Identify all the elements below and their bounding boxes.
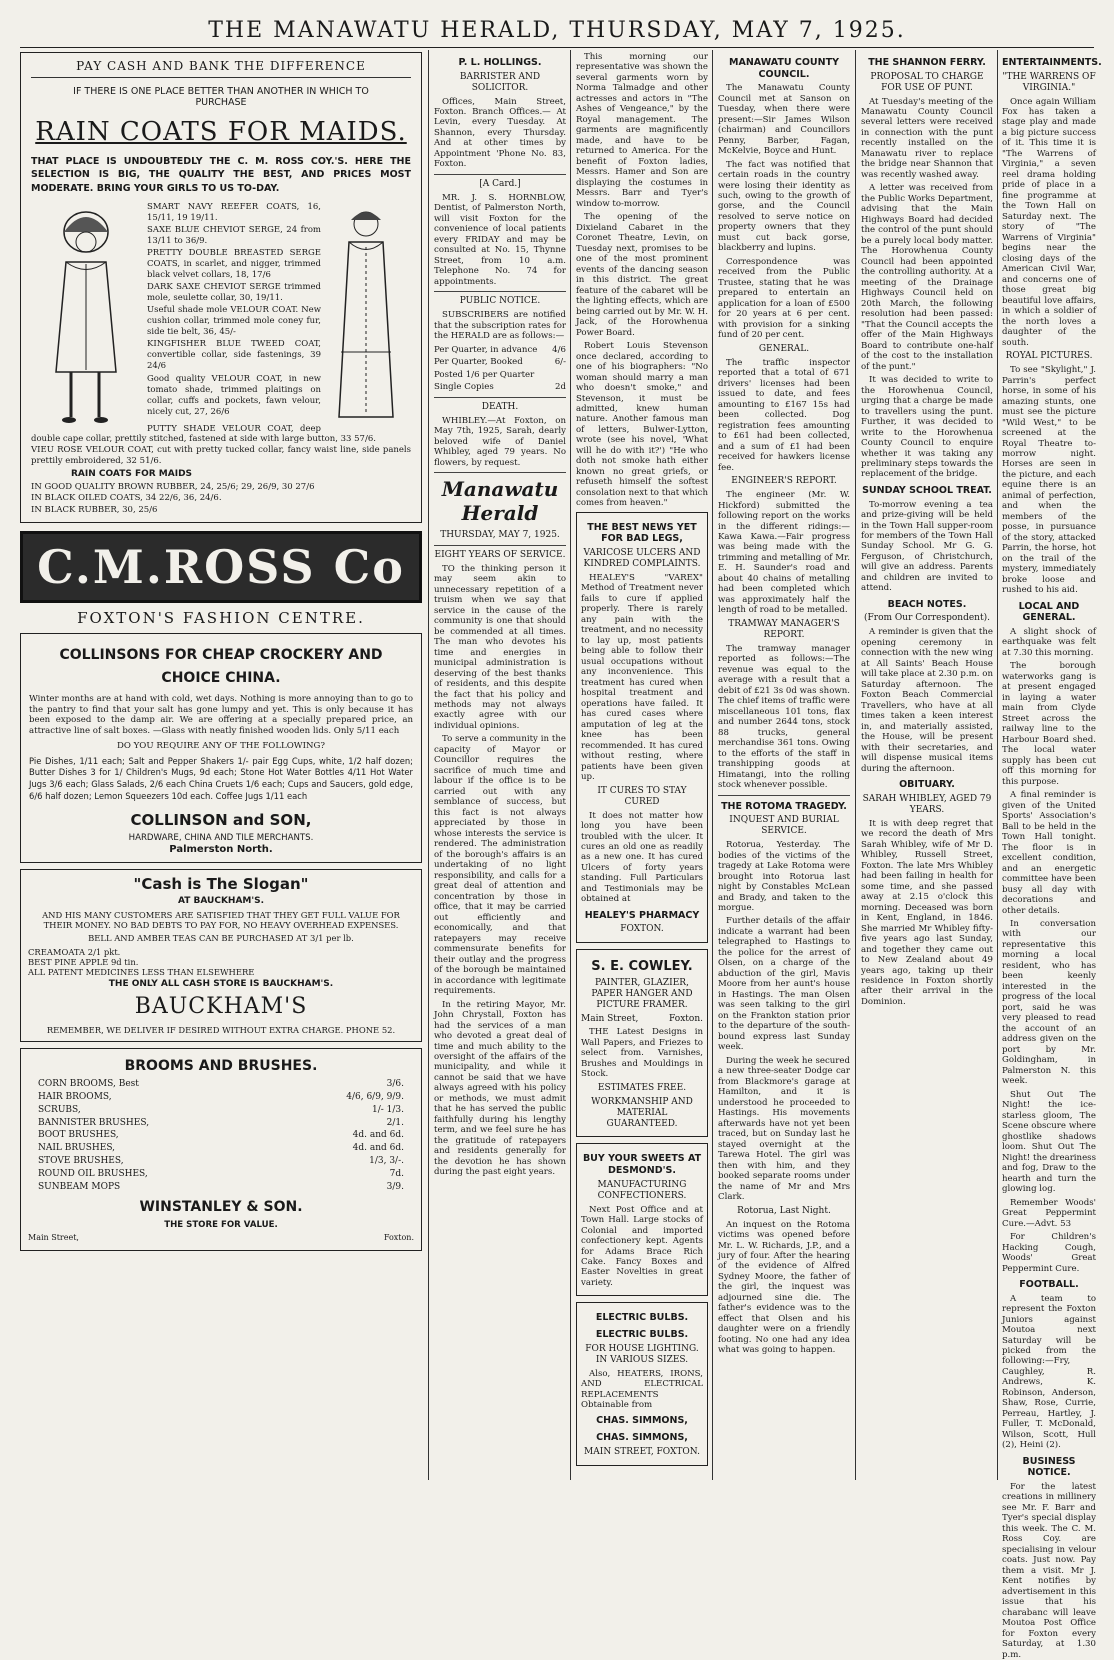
cowley-guarantee: WORKMANSHIP AND MATERIAL GUARANTEED.	[591, 1096, 693, 1129]
hollings-title: BARRISTER AND SOLICITOR.	[459, 71, 541, 93]
herald-date: THURSDAY, MAY 7, 1925.	[440, 529, 560, 540]
obituary-head: OBITUARY.	[899, 779, 955, 791]
local-paragraph: A final reminder is given of the United Sports' Association's Ball to be held in the Town Hall tonight. The floor is in excellent condition, and an energetic committee have been busy all day with decorations and other details.	[1002, 790, 1096, 916]
column-rule	[712, 50, 713, 1480]
cowley-ad	[576, 949, 708, 1137]
general-paragraph: The traffic inspector reported that a total of 671 drivers' licenses had been issued to date, and fees amounting to £167 15s had been collected. Dog registration fees amounting to £61 had been collected, and a sum of £1 had been received for hawkers license fee.	[718, 357, 850, 473]
column-1	[20, 52, 422, 1480]
tramway-head: TRAMWAY MANAGER'S REPORT.	[728, 618, 840, 640]
winstanley-tag: THE STORE FOR VALUE.	[164, 1220, 278, 1231]
ross-item: DARK SAXE CHEVIOT SERGE trimmed mole, seulette collar, 30, 19/11.	[147, 282, 321, 304]
broom-row	[38, 1118, 404, 1129]
broom-price: 3/6.	[386, 1078, 404, 1089]
column-rule	[428, 50, 429, 1480]
broom-row	[38, 1169, 404, 1180]
brooms-ad	[20, 1048, 422, 1251]
collinson-list: Pie Dishes, 1/11 each; Salt and Pepper Shakers 1/- pair Egg Cups, white, 1/2 half dozen; Butter Dishes 3 for 1/ Children's Mugs, 9d each; Stone Hot Water Bottles 4/11 Hot Water Jugs 3/6 each; Glass Salads, 2/6 each China Cruets 1/6 each; Cups and Saucers, gold edge, 6/6 half dozen; Lemon Squeezers 10d each. Coffee Jugs 1/11 each	[29, 755, 413, 801]
inquest-paragraph: An inquest on the Rotoma victims was opened before Mr. L. W. Richards, J.P., and a jury of four. After the hearing of the evidence of Alfred Sydney Moore, the father of the girl, the inquest was adjourned sine die. The father's evidence was to the effect that Olsen and his daughter were on a friendly footing. No one had any idea what was going to happen.	[718, 1219, 850, 1356]
entertainments-head: ENTERTAINMENTS.	[1002, 57, 1102, 68]
broom-item: NAIL BRUSHES,	[38, 1143, 116, 1154]
colds-advt: For Children's Hacking Cough, Woods' Great Peppermint Cure.	[1002, 1232, 1096, 1274]
bauckham-cash: THE ONLY ALL CASH STORE IS BAUCKHAM'S.	[108, 979, 334, 990]
peppermint-advt: Remember Woods' Great Peppermint Cure.—Advt. 53	[1002, 1197, 1096, 1229]
rotoma-sub: INQUEST AND BURIAL SERVICE.	[729, 815, 839, 837]
cowley-trade: PAINTER, GLAZIER, PAPER HANGER AND PICTURE FRAMER.	[591, 978, 693, 1011]
ross-maids-head: RAIN COATS FOR MAIDS	[71, 469, 193, 480]
column-2	[434, 52, 566, 1480]
broom-row	[38, 1156, 404, 1167]
beach-paragraph: A reminder is given that the opening ceremony in connection with the new wing at All Saints' Beach House will take place at 2.30 p.m. on Saturday afternoon. The Foxton Beach Commercial Travellers, who have at all times taken a keen interest in, and materially assisted, the House, will be present with their secretaries, and will dispense musical items during the afternoon.	[861, 627, 993, 774]
column-rule	[997, 50, 998, 1480]
bauckham-name: BAUCKHAM'S	[134, 994, 308, 1020]
broom-item: STOVE BRUSHES,	[38, 1156, 124, 1167]
rotorua-dateline: Rotorua, Last Night.	[737, 1205, 831, 1216]
ross-item: PUTTY SHADE VELOUR COAT, deep double cape collar, prettily stitched, fastened at side with large button, 33 57/6.	[31, 423, 376, 445]
royal-paragraph: To see "Skylight," J. Parrin's perfect horse, in some of his amazing stunts, one must see the picture "Wild West," to be screened at the Royal Theatre to-morrow night. Horses are seen in the picture, and each equine there is an animal of perfection, and when the members of the posse, in pursuance of the story, attacked Parrin, the horse, hot on the trail of the mystery, immediately broke loose and rushed to his aid.	[1002, 365, 1096, 596]
pharmacy-name: HEALEY'S PHARMACY	[584, 909, 700, 921]
local-paragraph: The borough waterworks gang is at present engaged in laying a water main from Clyde Street across the railway line to the Harbour Board shed. The local water supply has been cut off this morning for this purpose.	[1002, 661, 1096, 787]
winstanley-firm: WINSTANLEY & SON.	[139, 1199, 303, 1216]
simmons-name: CHAS. SIMMONS,	[596, 1415, 688, 1427]
council-paragraph: The fact was notified that certain roads in the country were losing their identity as such, owing to the growth of gorse, and the Council resolved to serve notice on property owners that they must cut back gorse, blackberry and lupins.	[718, 159, 850, 254]
local-paragraph: In conversation with our representative this morning a local resident, who has been keenly interested in the progress of the local port, said he was very pleased to read the account of an address given on the port by Mr. Goldingham, in Palmerston N. this week.	[1002, 919, 1096, 1087]
bauckham-medicines: ALL PATENT MEDICINES LESS THAN ELSEWHERE	[28, 967, 255, 978]
royal-head: ROYAL PICTURES.	[1005, 351, 1093, 362]
broom-row	[38, 1105, 404, 1116]
rate-label: Per Quarter, in advance	[434, 344, 538, 355]
ross-rubber: IN BLACK RUBBER, 30, 25/6	[31, 504, 158, 515]
ross-item: SMART NAVY REEFER COATS, 16, 15/11, 19 19/11.	[147, 201, 321, 223]
rate-label: Per Quarter, Booked	[434, 357, 523, 368]
broom-row	[38, 1079, 404, 1090]
rotoma-paragraph: Further details of the affair indicate a warrant had been telegraphed to Hastings to the police for the arrest of Olsen, on a charge of the abduction of the girl, Mavis Moore from her aunt's house in Hastings. The man Olsen was seen talking to the girl on the Frankton station prior to the departure of the south-bound express last Sunday week.	[718, 916, 850, 1053]
collinson-firm: COLLINSON and SON,	[130, 810, 312, 829]
rate-row	[434, 370, 566, 380]
bestnews-sub: VARICOSE ULCERS AND KINDRED COMPLAINTS.	[583, 547, 701, 569]
broom-item: HAIR BROOMS,	[38, 1091, 112, 1102]
girl-illustration	[31, 202, 141, 432]
beach-sub: (From Our Correspondent).	[864, 613, 990, 624]
collinson-place: Palmerston North.	[169, 843, 273, 855]
ferry-paragraph: It was decided to write to the Horowhenua Council, urging that a charge be made to travellers using the punt. Further, it was decided to write to the Horowhenua County Council to enquire whether it was taking any preliminary steps towards the replacement of the bridge.	[861, 375, 993, 480]
broom-row	[38, 1143, 404, 1154]
editorial-paragraph: In the retiring Mayor, Mr. John Chrystall, Foxton has had the services of a man who devoted a great deal of time and much ability to the oversight of the affairs of the municipality, and while it cannot be said that we have always agreed with his policy or methods, we must admit that he has served the public faithfully during his lengthy term, and we feel sure he has the gratitude of ratepayers and residents generally for the devotion he has shown during the past eight years.	[434, 999, 566, 1178]
broom-price: 1/3, 3/-.	[369, 1156, 404, 1167]
ross-item: Useful shade mole VELOUR COAT. New cushion collar, trimmed mole coney fur, side tie belt, 36, 45/-	[147, 305, 321, 338]
broom-row	[38, 1182, 404, 1193]
ross-banner: PAY CASH AND BANK THE DIFFERENCE	[31, 59, 411, 78]
simmons-ad	[576, 1302, 708, 1465]
editorial-head: EIGHT YEARS OF SERVICE.	[434, 549, 566, 560]
lighting-line: FOR HOUSE LIGHTING. IN VARIOUS SIZES.	[585, 1343, 699, 1365]
cures-body: It does not matter how long you have been troubled with the ulcer. It cures an old one as readily as a new one. It has cured Ulcers of forty years standing. Full Particulars and Testimonials may be obtained at	[581, 810, 703, 905]
card-label: [A Card.]	[479, 178, 521, 189]
local-paragraph: A slight shock of earthquake was felt at 7.30 this morning.	[1002, 626, 1096, 658]
column-rule	[570, 50, 571, 1480]
ross-rubber: IN BLACK OILED COATS, 34 22/6, 36, 24/6.	[31, 493, 222, 504]
football-paragraph: A team to represent the Foxton Juniors against Moutoa next Saturday will be picked from the following:—Fry, Caughley, R. Andrews, K. Robinson, Anderson, Shaw, Rose, Currie, Perreau, Hartley, J. Fuller, T. McDonald, Wilson, Scott, Hull (2), Heini (2).	[1002, 1293, 1096, 1451]
healey-ad	[576, 512, 708, 944]
cowley-address	[581, 1014, 703, 1025]
ross-item: VIEU ROSE VELOUR COAT, cut with pretty tucked collar, fancy waist line, side panels prettily embroidered, 32 51/6.	[31, 445, 411, 466]
heaters-line: Also, HEATERS, IRONS, AND ELECTRICAL REPLACEMENTS Obtainable from	[581, 1368, 703, 1410]
ross-footer: FOXTON'S FASHION CENTRE.	[77, 609, 365, 628]
simmons-name-2: CHAS. SIMMONS,	[596, 1432, 688, 1444]
ferry-sub: PROPOSAL TO CHARGE FOR USE OF PUNT.	[870, 71, 984, 93]
column-rule	[855, 50, 856, 1480]
sweets-body: Next Post Office and at Town Hall. Large stocks of Colonial and imported confectionery kept. Agents for Adams Brace Rich Cake. Fancy Boxes and Easter Novelties in great variety.	[581, 1204, 703, 1288]
hollings-body: Offices, Main Street, Foxton. Branch Offices.— At Levin, every Tuesday. At Shannon, every Thursday. And at other times by Appointment 'Phone No. 83, Foxton.	[434, 96, 566, 170]
sweets-sub: MANUFACTURING CONFECTIONERS.	[597, 1179, 687, 1201]
pharmacy-town: FOXTON.	[620, 924, 664, 935]
broom-row	[38, 1130, 404, 1141]
broom-item: CORN BROOMS, Best	[38, 1078, 139, 1089]
dentist-notice: MR. J. S. HORNBLOW, Dentist, of Palmerston North, will visit Foxton for the convenience of local patients every FRIDAY and may be consulted at No. 15, Thynne Street, from 10 a.m. Telephone No. 74 for appointments.	[434, 192, 566, 287]
bauckham-tea: BELL AND AMBER TEAS CAN BE PURCHASED AT 3/1 per lb.	[88, 933, 354, 944]
subscription-rates	[434, 345, 566, 393]
warrens-paragraph: Once again William Fox has taken a stage play and made a big picture success of it. This time it is "The Warrens of Virginia," a seven reel drama holding pride of place in a fine programme at the Town Hall on Saturday next. The story of "The Warrens of Virginia" begins near the closing days of the American Civil War, and concerns one of those great big beautiful love affairs, in which a soldier of the north loves a daughter of the south.	[1002, 96, 1096, 348]
warrens-head: "THE WARRENS OF VIRGINIA."	[1002, 71, 1096, 93]
rate-price: 4/6	[552, 344, 566, 355]
public-notice-head: PUBLIC NOTICE.	[459, 296, 541, 307]
ross-logo: C.M.ROSS Co	[20, 531, 422, 603]
broom-item: ROUND OIL BRUSHES,	[38, 1169, 148, 1180]
obituary-sub: SARAH WHIBLEY, AGED 79 YEARS.	[862, 793, 992, 815]
beach-head: BEACH NOTES.	[887, 598, 967, 610]
rate-row	[434, 382, 566, 392]
cabaret-paragraph: The opening of the Dixieland Cabaret in the Coronet Theatre, Levin, on Tuesday next, promises to be one of the most prominent events of the dancing season in this district. The great feature of the cabaret will be the lighting effects, which are being carried out by Mr. W. H. Jack, of the Horowhenua Power Board.	[576, 212, 708, 338]
bestnews-head: THE BEST NEWS YET FOR BAD LEGS,	[587, 521, 697, 545]
council-paragraph: The Manawatu County Council met at Sanson on Tuesday, when there were present:—Sir James Wilson (chairman) and Councillors Penny, Barber, Fagan, McKelvie, Boyce and Hunt.	[718, 83, 850, 157]
column-4	[718, 52, 850, 1480]
ross-item: KINGFISHER BLUE TWEED COAT, convertible collar, side fastenings, 39 24/6	[147, 339, 321, 372]
column-6	[1002, 52, 1102, 1660]
rotoma-paragraph: During the week he secured a new three-seater Dodge car from Blackmore's garage at Hamilton, and it is understood he proceeded to Hastings. His movements afterwards have not yet been traced, but on Sunday last he stayed overnight at the Tarewa Hotel. The girl was then with him, and they booked separate rooms under the name of Mr and Mrs Clark.	[718, 1055, 850, 1203]
death-notice: WHIBLEY.—At Foxton, on May 7th, 1925, Sarah, dearly beloved wife of Daniel Whibley, aged 79 years. No flowers, by request.	[434, 415, 566, 468]
ferry-paragraph: A letter was received from the Public Works Department, advising that the Main Highways Board had decided the control of the punt should be a purely local body matter. The Horowhenua County Council had been appointed the controlling authority. At a meeting of the Drainage Highways Council held on 20th March, the following resolution had been passed: "That the Council accepts the offer of the Main Highways Board to contribute one-half of the cost to the installation of the punt."	[861, 183, 993, 372]
bulbs-head-2: ELECTRIC BULBS.	[595, 1329, 689, 1341]
ross-item: SAXE BLUE CHEVIOT SERGE, 24 from 13/11 to 36/9.	[147, 224, 321, 246]
rotoma-paragraph: Rotorua, Yesterday. The bodies of the victims of the tragedy at Lake Rotoma were brought into Rotorua last night by Constables McLean and Brady, and taken to the morgue.	[718, 840, 850, 913]
collinson-question: DO YOU REQUIRE ANY OF THE FOLLOWING?	[116, 741, 326, 752]
bauckham-ad	[20, 869, 422, 1042]
brooms-list	[38, 1079, 404, 1194]
local-head: LOCAL AND GENERAL.	[1018, 600, 1080, 624]
cowley-town: Foxton.	[669, 1014, 703, 1025]
public-notice: SUBSCRIBERS are notified that the subscription rates for the HERALD are as follows:—	[434, 310, 566, 342]
brooms-title: BROOMS AND BRUSHES.	[124, 1057, 318, 1074]
cowley-body: THE Latest Designs in Wall Papers, and Friezes to select from. Varnishes, Brushes and Mouldings in Stock.	[581, 1027, 703, 1080]
ferry-head: THE SHANNON FERRY.	[868, 57, 986, 68]
masthead: THE MANAWATU HERALD, THURSDAY, MAY 7, 1925.	[20, 18, 1094, 48]
column-5	[861, 52, 993, 1480]
cures-head: IT CURES TO STAY CURED	[597, 785, 687, 807]
bestnews-body: HEALEY'S "VAREX" Method of Treatment never fails to cure if applied properly. There is rarely any pain with the treatment, and no necessity to lay up, most patients being able to follow their usual occupations without any inconvenience. This treatment has cured when hospital treatment and operations have failed. It has cured cases where amputation of leg at the knee has been recommended. It has cured without resting, where patients have been given up.	[581, 572, 703, 783]
bauckham-at: AT BAUCKHAM'S.	[177, 896, 265, 906]
broom-price: 4d. and 6d.	[352, 1130, 404, 1141]
sunday-head: SUNDAY SCHOOL TREAT.	[862, 484, 992, 496]
bauckham-slogan: "Cash is The Slogan"	[133, 874, 309, 893]
broom-price: 2/1.	[386, 1117, 404, 1128]
editorial-paragraph: To serve a community in the capacity of Mayor or Councillor requires the sacrifice of much time and labour if the office is to be carried out with any semblance of success, but this fact is not always appreciated by those in whose interests the service is rendered. The administration of the borough's affairs is an undertaking of no light responsibility, and calls for a great deal of attention and concentration by those in office, that it may be carried out efficiently and economically, and that ratepayers may receive commensurate benefits for their outlay and the progress of the borough be maintained in accordance with legitimate requirements.	[434, 734, 566, 997]
broom-price: 3/9.	[386, 1182, 404, 1193]
desmond-ad	[576, 1143, 708, 1296]
ross-rubber: IN GOOD QUALITY BROWN RUBBER, 24, 25/6; 29, 26/9, 30 27/6	[31, 482, 315, 493]
broom-price: 4d. and 6d.	[352, 1143, 404, 1154]
winstanley-address	[28, 1233, 414, 1243]
collinson-trade: HARDWARE, CHINA AND TILE MERCHANTS.	[128, 833, 314, 844]
bauckham-pine: BEST PINE APPLE 9d tin.	[28, 956, 139, 967]
engineer-paragraph: The engineer (Mr. W. Hickford) submitted the following report on the works in the different ridings:— Kawa Kawa.—Fair progress was being made with the trimming and metalling of Mr. E. H. Saunder's road and about 40 chains of metalling had been completed which was approximately half the length of road to be metalled.	[718, 490, 850, 616]
rotoma-head: THE ROTOMA TRAGEDY.	[721, 800, 847, 812]
shutout-verse: Shut Out The Night! the ice-starless gloom, The Scene obscure where ghostlike shadows loom. Shut Out The Night! the dreariness and fog, Draw to the hearth and turn the glowing log.	[1002, 1089, 1096, 1195]
ross-item: PRETTY DOUBLE BREASTED SERGE COATS, in scarlet, and nigger, trimmed black velvet collars, 18, 17/6	[147, 247, 321, 281]
cowley-estimates: ESTIMATES FREE.	[597, 1082, 687, 1093]
winstanley-town: Foxton.	[383, 1232, 414, 1242]
bauckham-body: AND HIS MANY CUSTOMERS ARE SATISFIED THAT THEY GET FULL VALUE FOR THEIR MONEY. NO BAD DEBTS TO PAY FOR, NO HEAVY OVERHEAD EXPENSES.	[42, 909, 400, 931]
broom-item: SCRUBS,	[38, 1104, 81, 1115]
council-paragraph: Correspondence was received from the Public Trustee, stating that he was prepared to entertain an application for a loan of £500 for 20 years at 6 per cent. with provision for a sinking fund of 20 per cent.	[718, 256, 850, 341]
sunday-paragraph: To-morrow evening a tea and prize-giving will be held in the Town Hall supper-room for members of the Town Hall Sunday School. Mr G. G. Ferguson, of Christchurch, will give an address. Parents and children are invited to attend.	[861, 499, 993, 594]
costumes-paragraph: This morning our representative was shown the several garments worn by Norma Talmadge and other actresses and actors in "The Ashes of Vengeance," by the Royal management. The garments are magnificently made, and have to be returned to America. For the benefit of Foxton ladies, Messrs. Hamer and Son are displaying the costumes in Messrs. Barr and Tyer's window to-morrow.	[576, 52, 708, 209]
bulbs-head: ELECTRIC BULBS.	[595, 1312, 689, 1324]
ferry-paragraph: At Tuesday's meeting of the Manawatu County Council several letters were received in connection with the punt recently installed on the Manawatu river to replace the bridge near Shannon that was recently washed away.	[861, 96, 993, 180]
herald-nameplate: Manawatu Herald	[441, 476, 559, 526]
rate-price: 6/-	[554, 357, 566, 368]
broom-price: 1/- 1/3.	[371, 1104, 404, 1115]
editorial-paragraph: TO the thinking person it may seem akin to unnecessary repetition of a truism when we say that service in the cause of the community is one that should be commended at all times. The man who devotes his time and energies in municipal administration is deserving of the best thanks of residents, and this despite the fact that his policy and methods may not always exactly agree with our individual opinions.	[434, 563, 566, 731]
obituary-paragraph: It is with deep regret that we record the death of Mrs Sarah Whibley, wife of Mr D. Whibley, Russell Street, Foxton. The late Mrs Whibley had been failing in health for some time, and she passed away at 2.15 o'clock this morning. Deceased was born in Kent, England, in 1846. She married Mr Whibley fifty-five years ago last Sunday, and together they came out to New Zealand about 49 years ago, taking up their residence in Foxton shortly after their arrival in the Dominion.	[861, 818, 993, 1007]
rate-label: Posted 1/6 per Quarter	[434, 369, 535, 380]
collinson-body: Winter months are at hand with cold, wet days. Nothing is more annoying than to go to the pantry to find that your salt has gone lumpy and yet. This is only because it has been exposed to the damp air. We are offering at a specially prepared price, an attractive line of salt boxes. —Glass with neatly finished wooden lids. Only 5/11 each	[29, 694, 413, 736]
broom-item: BANNISTER BRUSHES,	[38, 1117, 150, 1128]
council-head: MANAWATU COUNTY COUNCIL.	[729, 57, 839, 80]
ross-title: RAIN COATS FOR MAIDS.	[35, 116, 407, 147]
simmons-street: MAIN STREET, FOXTON.	[584, 1446, 700, 1457]
ross-pitch: THAT PLACE IS UNDOUBTEDLY THE C. M. ROSS COY.'S. HERE THE SELECTION IS BIG, THE QUALITY THE BEST, AND PRICES MOST MODERATE. BRING YOUR GIRLS TO US TO-DAY.	[31, 155, 411, 195]
rate-row	[434, 357, 566, 367]
broom-row	[38, 1092, 404, 1103]
sweets-head: BUY YOUR SWEETS AT DESMOND'S.	[582, 1153, 702, 1177]
ross-item: Good quality VELOUR COAT, in new tomato shade, trimmed plaitings on collar, cuffs and pockets, fawn velour, nicely cut, 27, 26/6	[147, 373, 321, 417]
ross-intro: IF THERE IS ONE PLACE BETTER THAN ANOTHER IN WHICH TO PURCHASE	[73, 85, 369, 109]
lady-illustration	[321, 202, 411, 432]
bauckham-footer: REMEMBER, WE DELIVER IF DESIRED WITHOUT EXTRA CHARGE. PHONE 52.	[46, 1025, 396, 1036]
football-head: FOOTBALL.	[1019, 1278, 1079, 1290]
rate-price: 2d	[555, 382, 566, 393]
collinson-ad	[20, 633, 422, 862]
broom-price: 7d.	[389, 1169, 404, 1180]
winstanley-street: Main Street,	[28, 1232, 79, 1242]
hollings-name: P. L. HOLLINGS.	[458, 57, 542, 68]
business-head: BUSINESS NOTICE.	[1022, 1455, 1076, 1479]
tramway-paragraph: The tramway manager reported as follows:—The revenue was equal to the average with a result that a debit of £21 3s 0d was shown. The chief items of traffic were miscellaneous 101 tons, flax and number 2644 tons, stock 88 trucks, general merchandise 361 tons. Owing to the efforts of the staff in transhipping goods at Himatangi, into the rolling stock whenever possible.	[718, 643, 850, 791]
collinson-title: COLLINSONS FOR CHEAP CROCKERY AND CHOICE CHINA.	[59, 647, 383, 686]
death-head: DEATH.	[481, 401, 519, 412]
stevenson-paragraph: Robert Louis Stevenson once declared, according to one of his biographers: "No woman should marry a man who doesn't smoke," and Stevenson, it must be admitted, knew human nature. Another famous man of letters, Bulwer-Lytton, wrote (see his novel, 'What will he do with it?') "He who doth not smoke hath either known no great griefs, or refuseth himself the softest consolation next to that which comes from heaven."	[576, 341, 708, 509]
rate-label: Single Copies	[434, 382, 494, 393]
broom-item: BOOT BRUSHES,	[38, 1130, 119, 1141]
column-3	[576, 52, 708, 1480]
engineer-head: ENGINEER'S REPORT.	[731, 476, 837, 487]
bauckham-creamoata: CREAMOATA 2/1 pkt.	[28, 946, 121, 957]
cowley-street: Main Street,	[581, 1014, 639, 1025]
general-head: GENERAL.	[758, 343, 810, 354]
rate-row	[434, 345, 566, 355]
ross-ad	[20, 52, 422, 523]
broom-item: SUNBEAM MOPS	[38, 1182, 121, 1193]
business-paragraph: For the latest creations in millinery see Mr. F. Barr and Tyer's special display this week. The C. M. Ross Coy. are specialising in velour coats. Just now. Pay them a visit. Mr J. Kent notifies by advertisement in this issue that his charabanc will leave Moutoa Post Office for Foxton every Saturday, at 1.30 p.m.	[1002, 1481, 1096, 1660]
broom-price: 4/6, 6/9, 9/9.	[346, 1091, 404, 1102]
cowley-name: S. E. COWLEY.	[591, 959, 693, 975]
